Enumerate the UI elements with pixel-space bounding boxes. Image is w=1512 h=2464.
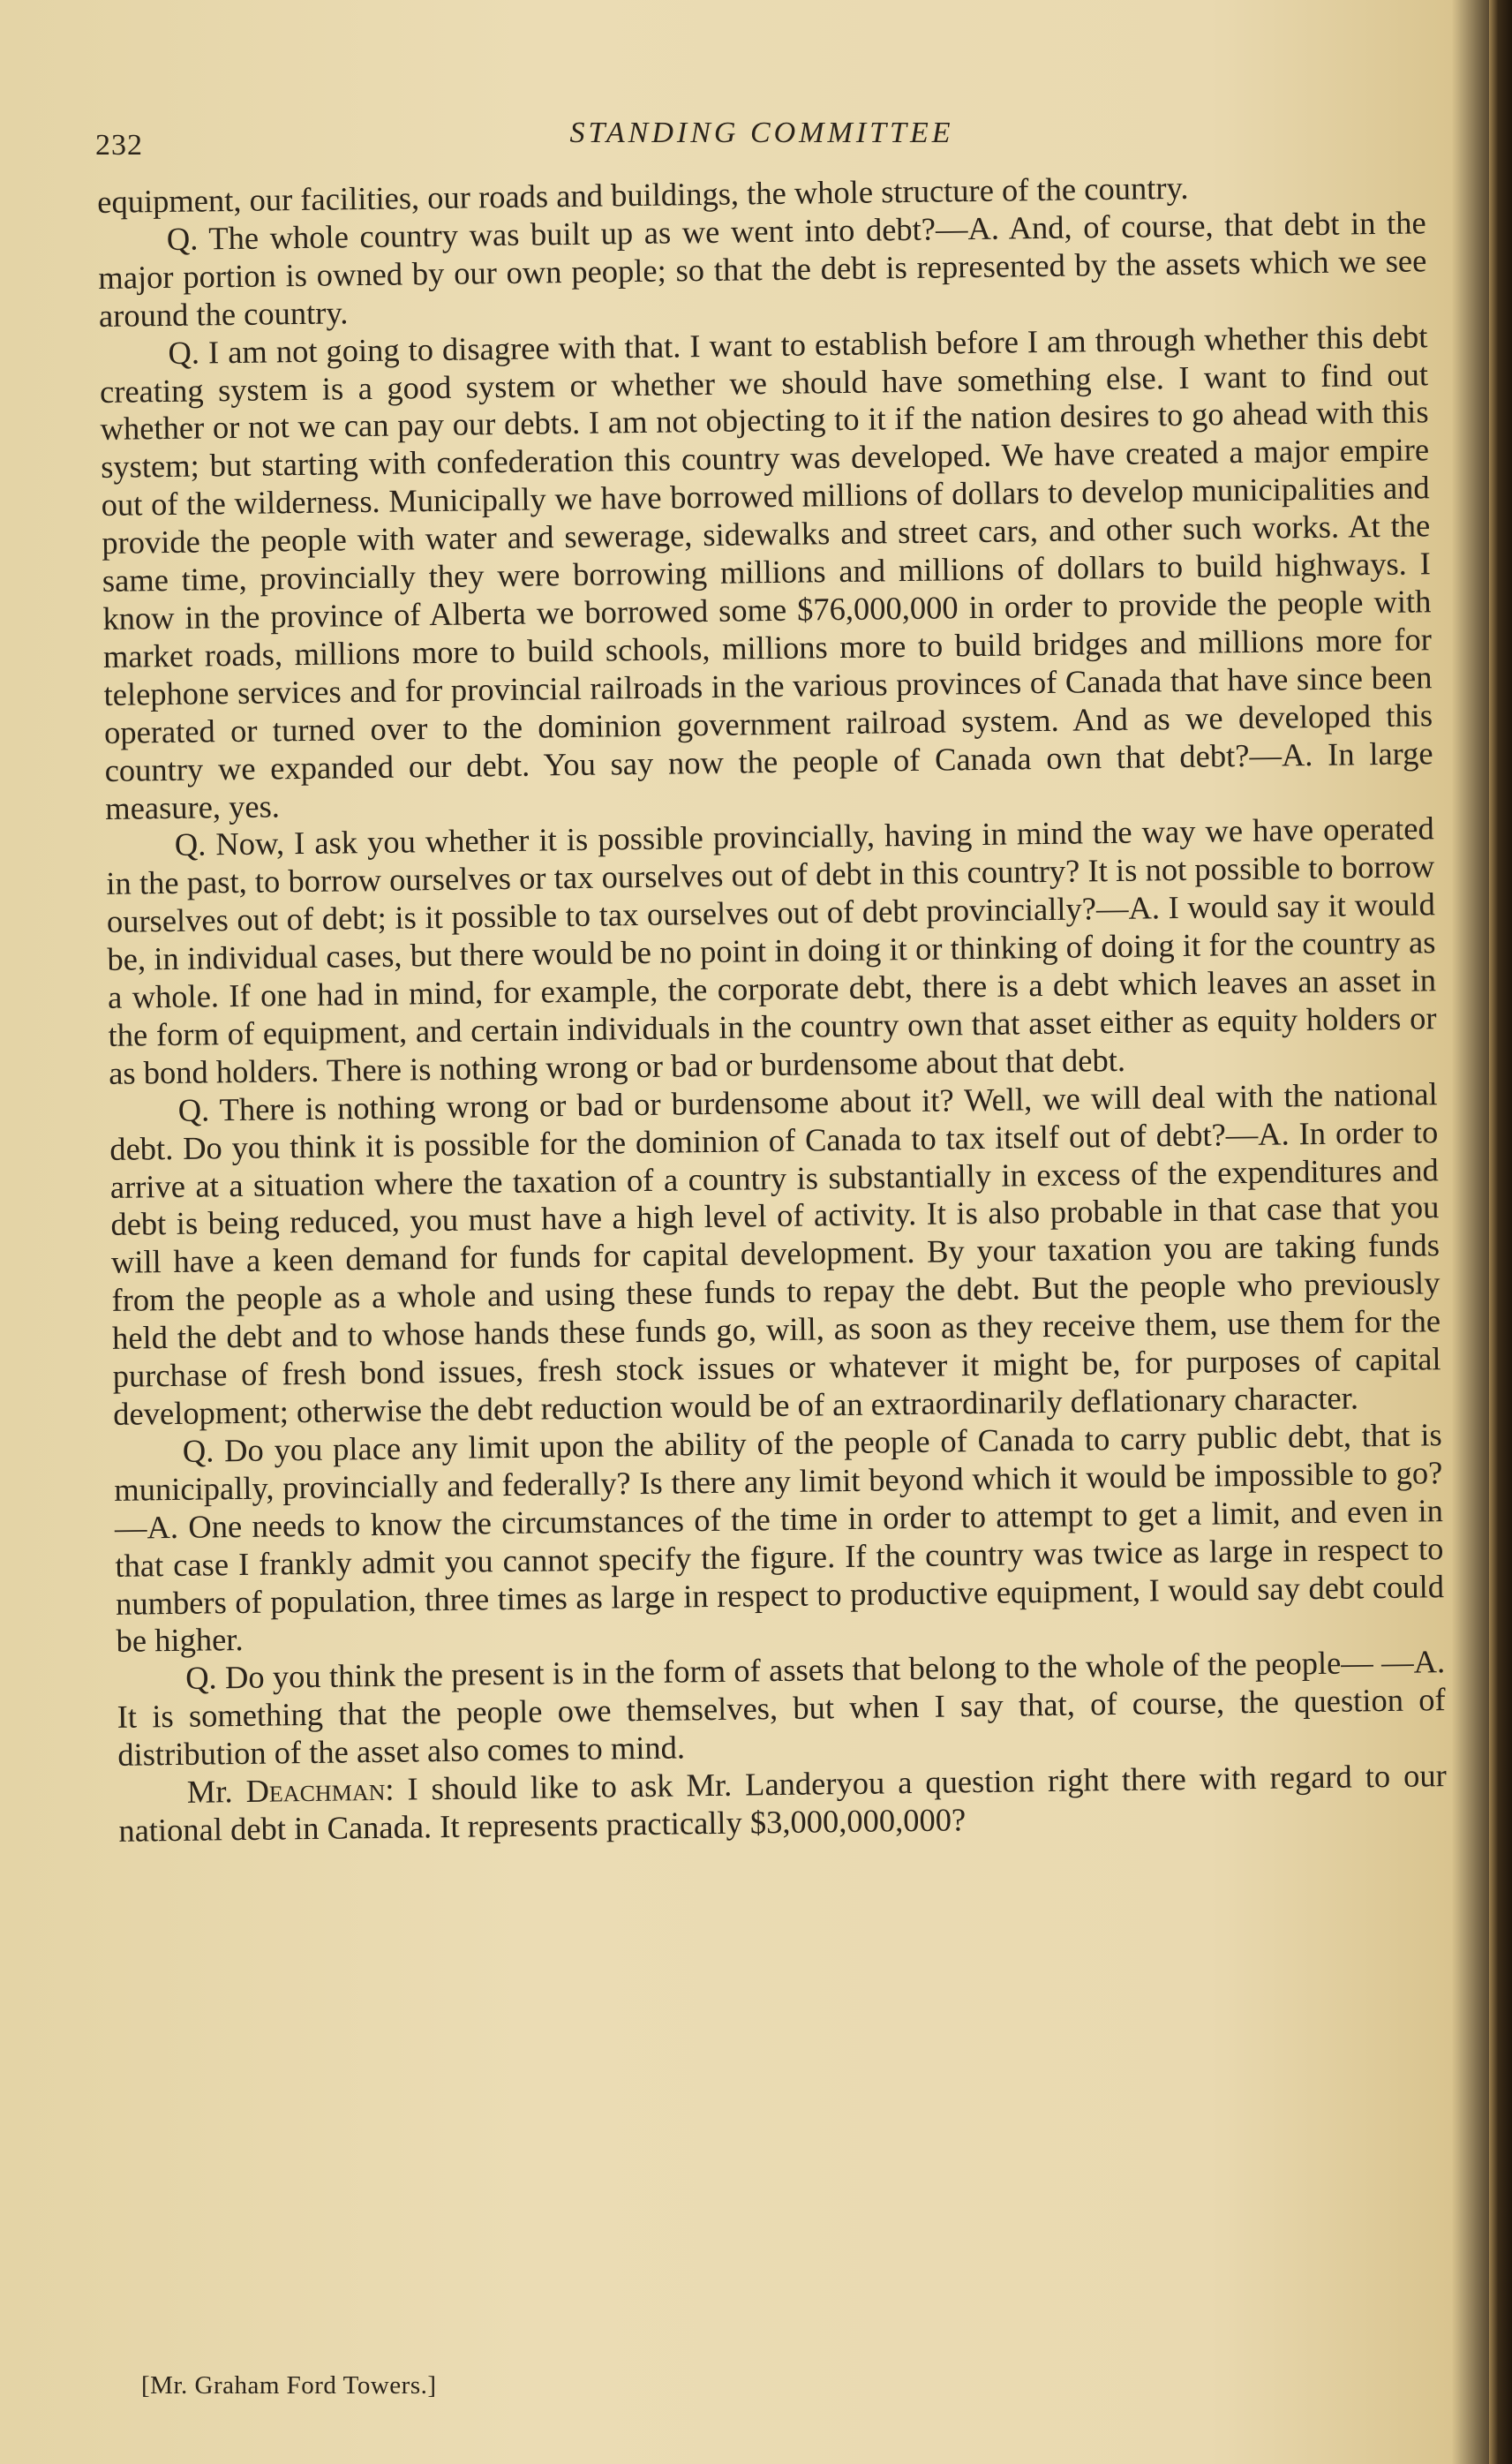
question-answer-paragraph: Q. I am not going to disagree with that. I want to establish before I am through whether this debt creating system is a good system or whether we should have something else. I want to find out whether or not we can pay our debts. I am not objecting to it if the nation desires to go ahead with this system; but starting with confederation this country was developed. We have created a major empire out of the wilderness. Municipally we have borrowed millions of dollars to develop municipalities and provide the people with water and sewerage, sidewalks and street cars, and other such works. At the same time, provincially they were borrowing millions and millions of dollars to build highways. I know in the province of Alberta we borrowed some $76,000,000 in order to provide the people with market roads, millions more to build schools, millions more to build bridges and millions more for telephone services and for provincial railroads in the various provinces of Canada that have since been operated or turned over to the dominion government railroad system. And as we developed this country we expanded our debt. You say now the people of Canada own that debt?—A. In large measure, yes. (99, 317, 1433, 826)
question-answer-paragraph: Q. There is nothing wrong or bad or burdensome about it? Well, we will deal with the national debt. Do you think it is possible for the dominion of Canada to tax itself out of debt?—A. In order to arrive at a situation where the taxation of a country is substantially in excess of the expenditures and debt is being reduced, you must have a high level of activity. It is also probable in that case that you will have a keen demand for funds for capital development. By your taxation you are taking funds from the people as a whole and using these funds to repay the debt. But the people who previously held the debt and to whose hands these funds go, will, as soon as they receive them, use them for the purchase of fresh bond issues, fresh stock issues or whatever it might be, for purposes of capital development; otherwise the debt reduction would be of an extraordinarily deflationary character. (109, 1074, 1441, 1432)
question-answer-paragraph: Q. Do you place any limit upon the ability of the people of Canada to carry public debt, that is municipally, provincially and federally? Is there any limit beyond which it would be impossible to go?—A. One needs to know the circumstances of the time in order to attempt to get a limit, and even in that case I frankly admit you cannot specify the figure. If the country was twice as large in respect to numbers of population, three times as large in respect to productive equipment, I would say debt could be higher. (114, 1416, 1445, 1660)
question-answer-paragraph: Q. Now, I ask you whether it is possible provincially, having in mind the way we have operated in the past, to borrow ourselves or tax ourselves out of debt in this country? It is not possible to borrow ourselves out of debt; is it possible to tax ourselves out of debt provincially?—A. I would say it would be, in individual cases, but there would be no point in doing it or thinking of doing it for the country as a whole. If one had in mind, for example, the corporate debt, there is a debt which leaves an asset in the form of equipment, and certain individuals in the country own that asset either as equity holders or as bond holders. There is nothing wrong or bad or burdensome about that debt. (106, 810, 1437, 1091)
paragraph-continuation: equipment, our facilities, our roads and buildings, the whole structure of the country. (97, 169, 1189, 220)
body-text (97, 166, 1448, 1850)
book-gutter-shadow (1489, 0, 1512, 2464)
speaker-name: Deachman (245, 1770, 386, 1810)
page-header (95, 117, 1428, 170)
question-answer-paragraph: Q. The whole country was built up as we went into debt?—A. And, of course, that debt in the major portion is owned by our own people; so that the debt is represented by the assets which we see around the country. (98, 204, 1427, 334)
speaker-prefix: Mr. (186, 1773, 246, 1810)
page-number: 232 (95, 129, 143, 162)
question-answer-paragraph: Q. Do you think the present is in the form of assets that belong to the whole of the people— —A. It is something that the people owe themselves, but when I say that, of course, the question of distribution of the asset also comes to mind. (117, 1643, 1446, 1774)
running-head: STANDING COMMITTEE (569, 117, 954, 149)
speaker-paragraph (118, 1757, 1448, 1850)
speaker-statement: : I should like to ask Mr. Landeryou a question right there with regard to our national debt in Canada. It represents practically $3,000,000,000? (118, 1757, 1447, 1849)
witness-footer: [Mr. Graham Ford Towers.] (141, 2371, 437, 2400)
